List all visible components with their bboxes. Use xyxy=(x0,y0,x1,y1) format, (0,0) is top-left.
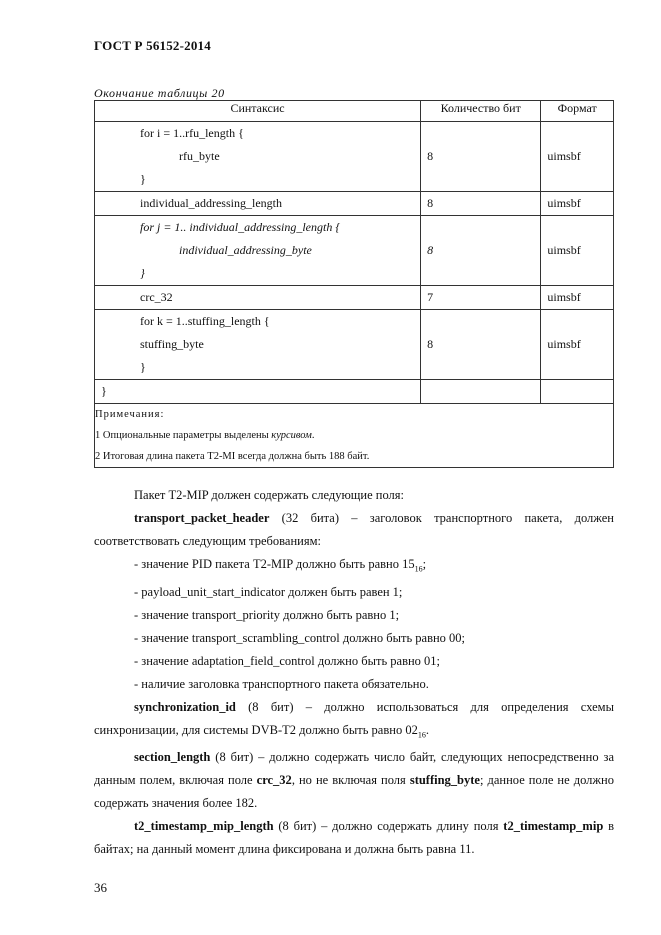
syntax-line: for i = 1..rfu_length { xyxy=(140,126,244,140)
syntax-cell xyxy=(95,216,421,286)
syntax-cell xyxy=(95,192,421,216)
notes-row xyxy=(95,404,614,468)
bits-value: 7 xyxy=(427,290,434,304)
column-header-format: Формат xyxy=(541,101,614,122)
syntax-cell xyxy=(95,380,421,404)
table-row xyxy=(95,286,614,310)
table-caption: Окончание таблицы 20 xyxy=(94,86,225,100)
format-cell xyxy=(541,216,614,286)
sl-crc-term: crc_32 xyxy=(256,773,292,787)
format-cell xyxy=(541,310,614,380)
bits-value: 8 xyxy=(427,337,434,351)
tph-paragraph xyxy=(94,507,614,553)
sl-text-1: (8 бит) – должно содержать число байт, следующих непосредственно за данным полем, включая поле xyxy=(94,750,614,787)
list-item xyxy=(94,553,614,581)
ts-term: t2_timestamp_mip_length xyxy=(134,819,274,833)
document-header: ГОСТ Р 56152-2014 xyxy=(94,38,211,53)
table-row xyxy=(95,380,614,404)
syntax-line: } xyxy=(140,266,145,280)
sl-term: section_length xyxy=(134,750,211,764)
intro-paragraph: Пакет T2-MIP должен содержать следующие поля: xyxy=(134,488,405,502)
syntax-line: crc_32 xyxy=(140,290,173,304)
syntax-line: individual_addressing_byte xyxy=(179,243,312,257)
format-value: uimsbf xyxy=(547,196,581,210)
pid-subscript: 16 xyxy=(414,564,423,574)
bits-cell xyxy=(421,122,541,192)
syntax-line: } xyxy=(101,384,107,398)
sl-stuffing-term: stuffing_byte xyxy=(409,773,480,787)
bits-cell xyxy=(421,380,541,404)
note-2: 2 Итоговая длина пакета T2-MI всегда должна быть 188 байт. xyxy=(95,451,370,462)
note-1-italic: курсивом xyxy=(271,430,312,441)
notes-heading: Примечания: xyxy=(95,409,165,420)
sync-paragraph xyxy=(94,696,614,747)
table-row xyxy=(95,192,614,216)
sync-text: (8 бит) – должно использоваться для определения схемы синхронизации, для системы DVB-T2 должно быть равно 02 xyxy=(94,699,614,737)
timestamp-paragraph xyxy=(94,815,614,861)
format-cell xyxy=(541,380,614,404)
note-1-text: 1 Опциональные параметры выделены xyxy=(95,430,272,441)
syntax-table xyxy=(94,100,614,468)
body-text xyxy=(94,484,614,861)
sync-term: synchronization_id xyxy=(134,699,236,714)
tph-term: transport_packet_header xyxy=(134,511,270,525)
format-value: uimsbf xyxy=(547,290,581,304)
syntax-line: individual_addressing_length xyxy=(140,196,282,210)
syntax-line: for j = 1.. individual_addressing_length { xyxy=(140,220,341,234)
list-item: - значение transport_priority должно быть равно 1; xyxy=(134,607,400,622)
section-length-paragraph xyxy=(94,746,614,815)
syntax-cell xyxy=(95,286,421,310)
page-number: 36 xyxy=(94,880,107,895)
format-value: uimsbf xyxy=(547,337,581,351)
syntax-line: stuffing_byte xyxy=(140,337,204,351)
list-item: - значение adaptation_field_control должно быть равно 01; xyxy=(134,653,441,668)
list-item: - значение transport_scrambling_control должно быть равно 00; xyxy=(134,630,466,645)
bits-cell xyxy=(421,310,541,380)
note-1-end: . xyxy=(311,430,315,441)
note-1 xyxy=(95,425,613,446)
table-row xyxy=(95,216,614,286)
sync-end: . xyxy=(425,722,429,737)
format-cell xyxy=(541,122,614,192)
list-item: - payload_unit_start_indicator должен быть равен 1; xyxy=(134,584,403,599)
syntax-line: } xyxy=(140,172,146,186)
sync-subscript: 16 xyxy=(417,730,426,739)
column-header-syntax: Синтаксис xyxy=(95,101,421,122)
syntax-cell xyxy=(95,122,421,192)
bits-value: 8 xyxy=(427,196,434,210)
bits-cell xyxy=(421,286,541,310)
list-item: - наличие заголовка транспортного пакета обязательно. xyxy=(134,676,429,691)
format-value: uimsbf xyxy=(547,149,581,163)
format-value: uimsbf xyxy=(547,243,581,257)
bits-cell xyxy=(421,192,541,216)
bits-cell xyxy=(421,216,541,286)
sl-text-3: ; данное поле не должно содержать значения более 182. xyxy=(94,773,614,810)
ts-term-2: t2_timestamp_mip xyxy=(503,819,604,833)
syntax-line: for k = 1..stuffing_length { xyxy=(140,314,270,328)
column-header-bits: Количество бит xyxy=(421,101,541,122)
syntax-line: } xyxy=(140,360,146,374)
notes-cell xyxy=(95,404,614,468)
sl-text-2: , но не включая поля xyxy=(291,773,410,787)
ts-text-2: в байтах; на данный момент длина фиксирована и должна быть равна 11. xyxy=(94,819,614,856)
bits-value: 8 xyxy=(427,149,434,163)
syntax-line: rfu_byte xyxy=(179,149,220,163)
tph-text: (32 бита) – заголовок транспортного пакета, должен соответствовать следующим требованиям: xyxy=(94,511,614,548)
table-row xyxy=(95,310,614,380)
pid-text: - значение PID пакета T2-MIP должно быть равно 15 xyxy=(134,557,415,571)
table-row xyxy=(95,122,614,192)
bits-value: 8 xyxy=(427,243,434,257)
format-cell xyxy=(541,286,614,310)
format-cell xyxy=(541,192,614,216)
table-header-row xyxy=(95,101,614,122)
syntax-cell xyxy=(95,310,421,380)
ts-text-1: (8 бит) – должно содержать длину поля xyxy=(273,819,504,833)
pid-end: ; xyxy=(422,557,427,571)
